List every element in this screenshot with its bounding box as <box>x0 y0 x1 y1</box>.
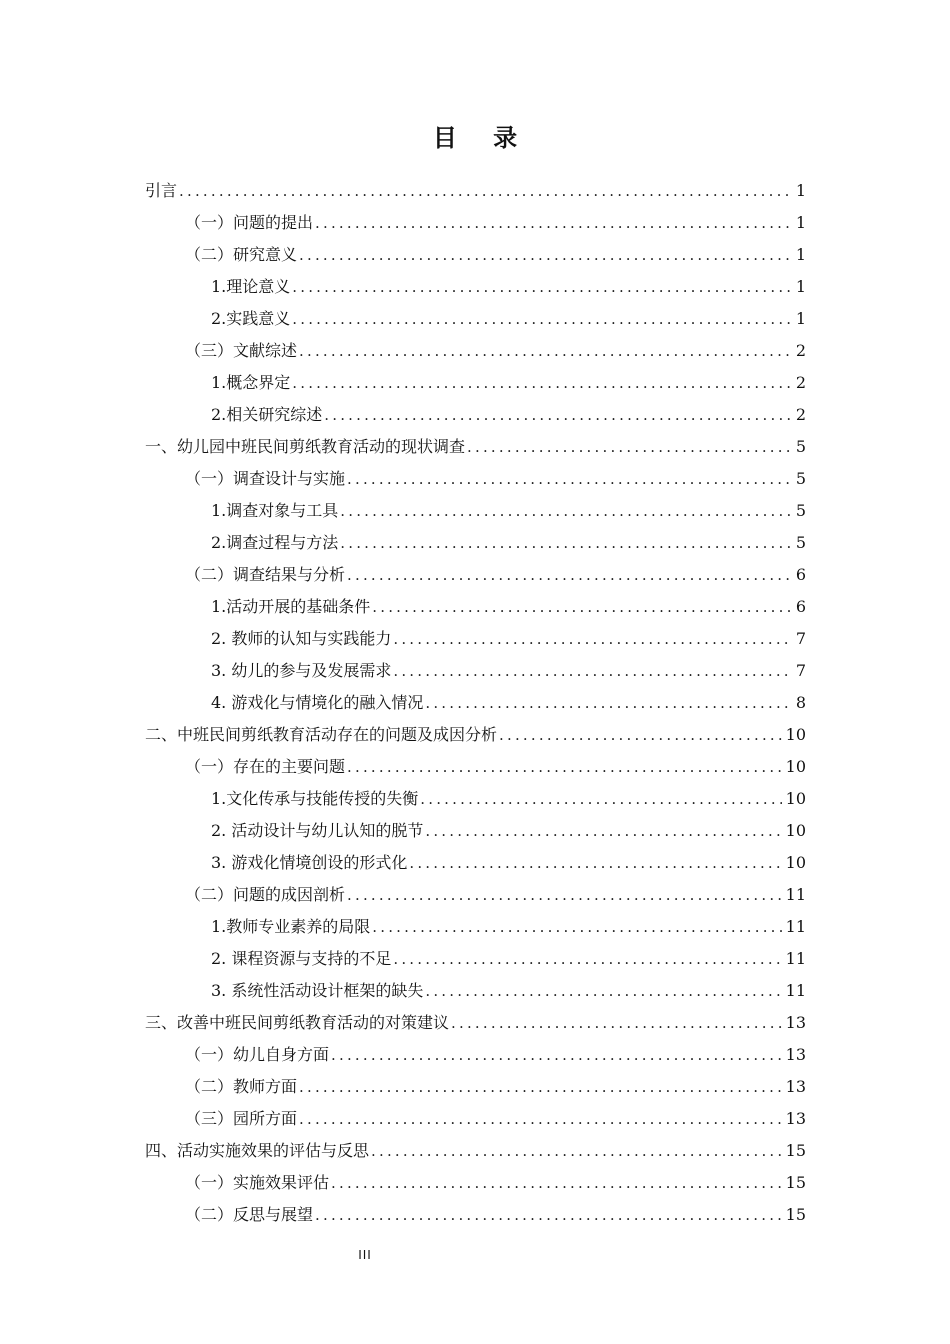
toc-entry-label: 3. 系统性活动设计框架的缺失 <box>211 981 424 1000</box>
toc-entry[interactable] <box>145 431 806 463</box>
toc-leader-dots <box>179 175 792 207</box>
toc-entry-label: 引言 <box>145 181 178 200</box>
toc-entry-page-number: 10 <box>785 821 806 840</box>
toc-entry[interactable] <box>145 1199 806 1231</box>
toc-leader-dots <box>315 207 792 239</box>
toc-entry-label: 2.相关研究综述 <box>211 405 323 424</box>
toc-entry-label: 2.实践意义 <box>211 309 291 328</box>
toc-entry-page-number: 10 <box>785 725 806 744</box>
toc-entry-page-number: 13 <box>785 1109 806 1128</box>
toc-entry-label: 2.调查过程与方法 <box>211 533 339 552</box>
toc-entry-label: 3. 幼儿的参与及发展需求 <box>211 661 392 680</box>
toc-entry[interactable] <box>145 527 806 559</box>
toc-entry-label: （一）存在的主要问题 <box>185 757 346 776</box>
toc-entry-label: （二）调查结果与分析 <box>185 565 346 584</box>
toc-entry-label: （二）问题的成因剖析 <box>185 885 346 904</box>
toc-entry[interactable] <box>145 559 806 591</box>
toc-leader-dots <box>347 559 792 591</box>
toc-entry-page-number: 1 <box>795 309 806 328</box>
page-footer-number: III <box>358 1248 372 1262</box>
toc-entry[interactable] <box>145 239 806 271</box>
toc-entry-label: 1.教师专业素养的局限 <box>211 917 371 936</box>
toc-entry[interactable] <box>145 591 806 623</box>
toc-entry[interactable] <box>145 1135 806 1167</box>
toc-entry-page-number: 5 <box>795 437 806 456</box>
toc-leader-dots <box>451 1007 782 1039</box>
toc-entry[interactable] <box>145 815 806 847</box>
toc-entry-page-number: 6 <box>795 565 806 584</box>
toc-entry[interactable] <box>145 911 806 943</box>
toc-entry-page-number: 2 <box>795 373 806 392</box>
toc-leader-dots <box>467 431 792 463</box>
toc-entry-page-number: 15 <box>785 1141 806 1160</box>
toc-entry[interactable] <box>145 303 806 335</box>
toc-entry[interactable] <box>145 1039 806 1071</box>
toc-leader-dots <box>372 591 792 623</box>
toc-entry-label: 2. 教师的认知与实践能力 <box>211 629 392 648</box>
toc-entry[interactable] <box>145 975 806 1007</box>
toc-entry-page-number: 1 <box>795 213 806 232</box>
toc-entry[interactable] <box>145 847 806 879</box>
toc-leader-dots <box>393 943 781 975</box>
toc-entry-page-number: 7 <box>795 629 806 648</box>
toc-entry[interactable] <box>145 495 806 527</box>
toc-entry-label: （三）园所方面 <box>185 1109 298 1128</box>
toc-leader-dots <box>299 239 792 271</box>
toc-entry-label: 3. 游戏化情境创设的形式化 <box>211 853 408 872</box>
toc-entry-page-number: 2 <box>795 341 806 360</box>
toc-entry-label: （一）问题的提出 <box>185 213 314 232</box>
toc-entry-page-number: 2 <box>795 405 806 424</box>
toc-leader-dots <box>409 847 781 879</box>
toc-leader-dots <box>499 719 782 751</box>
toc-entry-page-number: 1 <box>795 245 806 264</box>
toc-leader-dots <box>315 1199 782 1231</box>
toc-entry[interactable] <box>145 879 806 911</box>
toc-leader-dots <box>425 815 781 847</box>
toc-entry-page-number: 1 <box>795 277 806 296</box>
toc-entry-label: 1.文化传承与技能传授的失衡 <box>211 789 419 808</box>
toc-entry-label: 4. 游戏化与情境化的融入情况 <box>211 693 424 712</box>
toc-leader-dots <box>347 879 782 911</box>
toc-entry[interactable] <box>145 687 806 719</box>
toc-entry-page-number: 13 <box>785 1013 806 1032</box>
toc-entry[interactable] <box>145 1167 806 1199</box>
toc-entry-label: 1.活动开展的基础条件 <box>211 597 371 616</box>
toc-entry-page-number: 5 <box>795 469 806 488</box>
toc-leader-dots <box>299 1071 782 1103</box>
toc-leader-dots <box>347 751 782 783</box>
table-of-contents <box>145 175 806 1231</box>
toc-entry[interactable] <box>145 943 806 975</box>
toc-leader-dots <box>340 527 792 559</box>
toc-entry-page-number: 11 <box>785 885 806 904</box>
toc-leader-dots <box>324 399 792 431</box>
toc-entry-label: （二）研究意义 <box>185 245 298 264</box>
toc-entry[interactable] <box>145 783 806 815</box>
toc-entry-label: 2. 课程资源与支持的不足 <box>211 949 392 968</box>
toc-entry[interactable] <box>145 335 806 367</box>
toc-entry-page-number: 11 <box>785 917 806 936</box>
toc-entry[interactable] <box>145 1103 806 1135</box>
toc-entry-page-number: 10 <box>785 853 806 872</box>
toc-entry[interactable] <box>145 367 806 399</box>
toc-entry[interactable] <box>145 1007 806 1039</box>
toc-leader-dots <box>420 783 781 815</box>
toc-entry-page-number: 5 <box>795 501 806 520</box>
toc-entry[interactable] <box>145 399 806 431</box>
toc-leader-dots <box>292 367 792 399</box>
toc-leader-dots <box>371 1135 782 1167</box>
toc-entry-label: 四、活动实施效果的评估与反思 <box>145 1141 370 1160</box>
toc-entry[interactable] <box>145 655 806 687</box>
toc-entry-label: （一）幼儿自身方面 <box>185 1045 330 1064</box>
toc-entry[interactable] <box>145 719 806 751</box>
toc-leader-dots <box>331 1167 782 1199</box>
toc-leader-dots <box>340 495 792 527</box>
toc-entry[interactable] <box>145 623 806 655</box>
toc-entry-label: 三、改善中班民间剪纸教育活动的对策建议 <box>145 1013 450 1032</box>
toc-leader-dots <box>393 623 791 655</box>
toc-leader-dots <box>372 911 781 943</box>
toc-leader-dots <box>347 463 792 495</box>
toc-entry[interactable] <box>145 271 806 303</box>
toc-entry-page-number: 5 <box>795 533 806 552</box>
toc-leader-dots <box>299 1103 782 1135</box>
toc-entry-page-number: 13 <box>785 1077 806 1096</box>
toc-entry-label: （二）教师方面 <box>185 1077 298 1096</box>
toc-entry[interactable] <box>145 175 806 207</box>
toc-entry[interactable] <box>145 463 806 495</box>
toc-leader-dots <box>299 335 792 367</box>
toc-entry-label: （三）文献综述 <box>185 341 298 360</box>
toc-entry-page-number: 10 <box>785 789 806 808</box>
toc-leader-dots <box>331 1039 782 1071</box>
toc-leader-dots <box>292 303 792 335</box>
toc-entry-page-number: 6 <box>795 597 806 616</box>
page-title: 目 录 <box>432 123 532 152</box>
toc-entry-page-number: 1 <box>795 181 806 200</box>
toc-entry-page-number: 7 <box>795 661 806 680</box>
toc-entry-page-number: 15 <box>785 1205 806 1224</box>
toc-entry-page-number: 13 <box>785 1045 806 1064</box>
toc-entry-label: 2. 活动设计与幼儿认知的脱节 <box>211 821 424 840</box>
toc-entry-page-number: 11 <box>785 981 806 1000</box>
toc-entry-label: 1.理论意义 <box>211 277 291 296</box>
toc-leader-dots <box>425 975 781 1007</box>
toc-leader-dots <box>292 271 792 303</box>
toc-entry-label: 一、幼儿园中班民间剪纸教育活动的现状调查 <box>145 437 466 456</box>
toc-entry-label: 1.概念界定 <box>211 373 291 392</box>
toc-entry-label: （一）实施效果评估 <box>185 1173 330 1192</box>
toc-entry-label: 二、中班民间剪纸教育活动存在的问题及成因分析 <box>145 725 498 744</box>
toc-entry-label: 1.调查对象与工具 <box>211 501 339 520</box>
toc-entry-page-number: 11 <box>785 949 806 968</box>
toc-leader-dots <box>425 687 791 719</box>
toc-entry-label: （一）调查设计与实施 <box>185 469 346 488</box>
toc-entry-page-number: 15 <box>785 1173 806 1192</box>
toc-entry[interactable] <box>145 207 806 239</box>
toc-entry-label: （二）反思与展望 <box>185 1205 314 1224</box>
toc-entry-page-number: 8 <box>795 693 806 712</box>
toc-entry[interactable] <box>145 1071 806 1103</box>
toc-entry-page-number: 10 <box>785 757 806 776</box>
toc-entry[interactable] <box>145 751 806 783</box>
toc-leader-dots <box>393 655 791 687</box>
